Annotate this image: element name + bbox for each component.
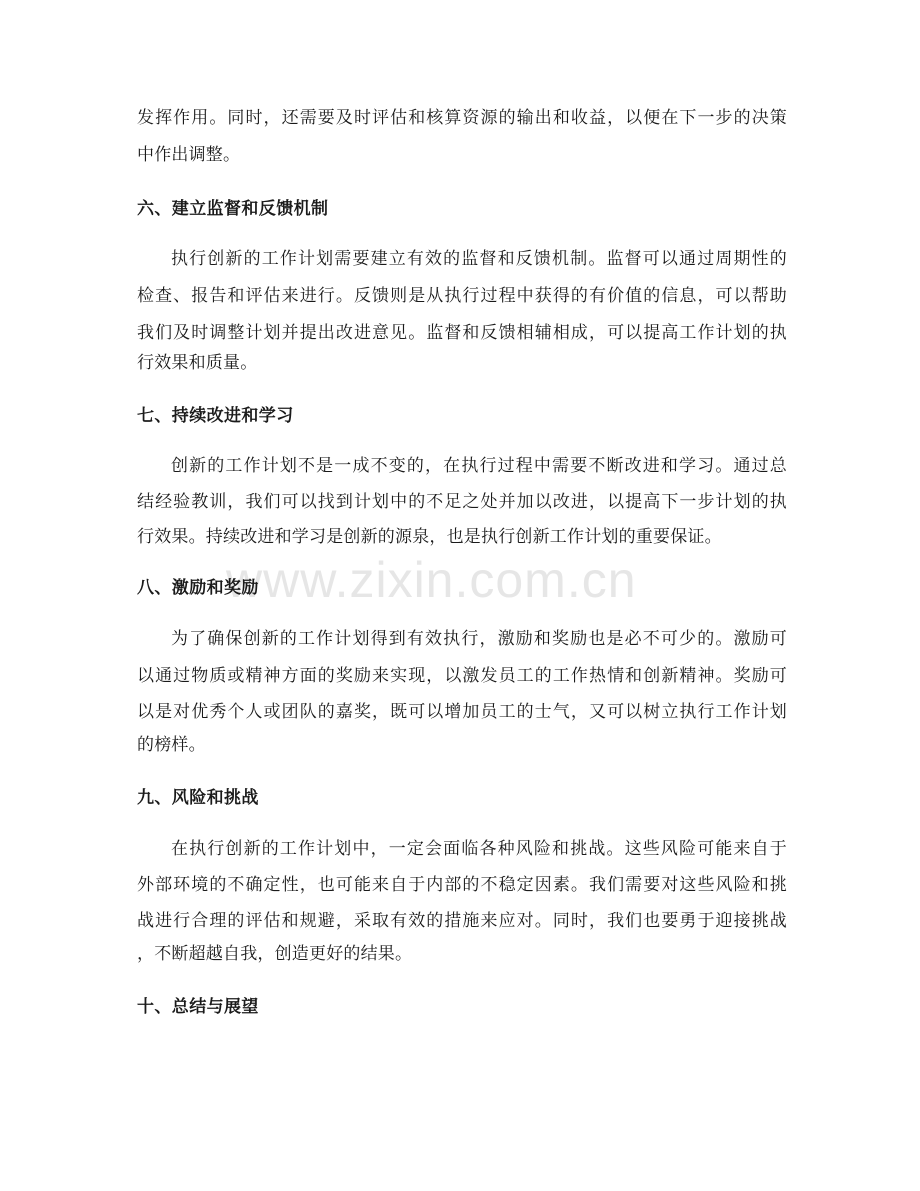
section-heading: 八、激励和奖励	[137, 578, 259, 598]
paragraph-line: ，不断超越自我，创造更好的结果。	[137, 944, 413, 964]
section-heading: 六、建立监督和反馈机制	[137, 199, 329, 219]
paragraph-line: 以是对优秀个人或团队的嘉奖，既可以增加员工的士气，又可以树立执行工作计划	[137, 702, 787, 722]
paragraph-line: 检查、报告和评估来进行。反馈则是从执行过程中获得的有价值的信息，可以帮助	[137, 286, 787, 306]
paragraph-line: 行效果和质量。	[137, 353, 258, 373]
paragraph-line: 行效果。持续改进和学习是创新的源泉，也是执行创新工作计划的重要保证。	[137, 527, 722, 547]
paragraph-line: 战进行合理的评估和规避，采取有效的措施来应对。同时，我们也要勇于迎接挑战	[137, 911, 787, 931]
paragraph-line: 结经验教训，我们可以找到计划中的不足之处并加以改进，以提高下一步计划的执	[137, 492, 787, 512]
paragraph-line: 为了确保创新的工作计划得到有效执行，激励和奖励也是必不可少的。激励可	[171, 629, 787, 649]
paragraph-line: 中作出调整。	[137, 145, 241, 165]
section-heading: 九、风险和挑战	[137, 788, 259, 808]
paragraph-line: 的榜样。	[137, 735, 206, 755]
paragraph-line: 我们及时调整计划并提出改进意见。监督和反馈相辅相成，可以提高工作计划的执	[137, 323, 787, 343]
paragraph-line: 执行创新的工作计划需要建立有效的监督和反馈机制。监督可以通过周期性的	[171, 249, 787, 269]
section-heading: 十、总结与展望	[137, 997, 259, 1017]
paragraph-line: 创新的工作计划不是一成不变的，在执行过程中需要不断改进和学习。通过总	[171, 456, 787, 476]
paragraph-line: 以通过物质或精神方面的奖励来实现，以激发员工的工作热情和创新精神。奖励可	[137, 666, 787, 686]
paragraph-line: 外部环境的不确定性，也可能来自于内部的不稳定因素。我们需要对这些风险和挑	[137, 875, 787, 895]
paragraph-line: 发挥作用。同时，还需要及时评估和核算资源的输出和收益，以便在下一步的决策	[137, 108, 787, 128]
watermark: www.zixin.com.cn	[226, 552, 637, 608]
paragraph-line: 在执行创新的工作计划中，一定会面临各种风险和挑战。这些风险可能来自于	[171, 839, 787, 859]
section-heading: 七、持续改进和学习	[137, 406, 294, 426]
